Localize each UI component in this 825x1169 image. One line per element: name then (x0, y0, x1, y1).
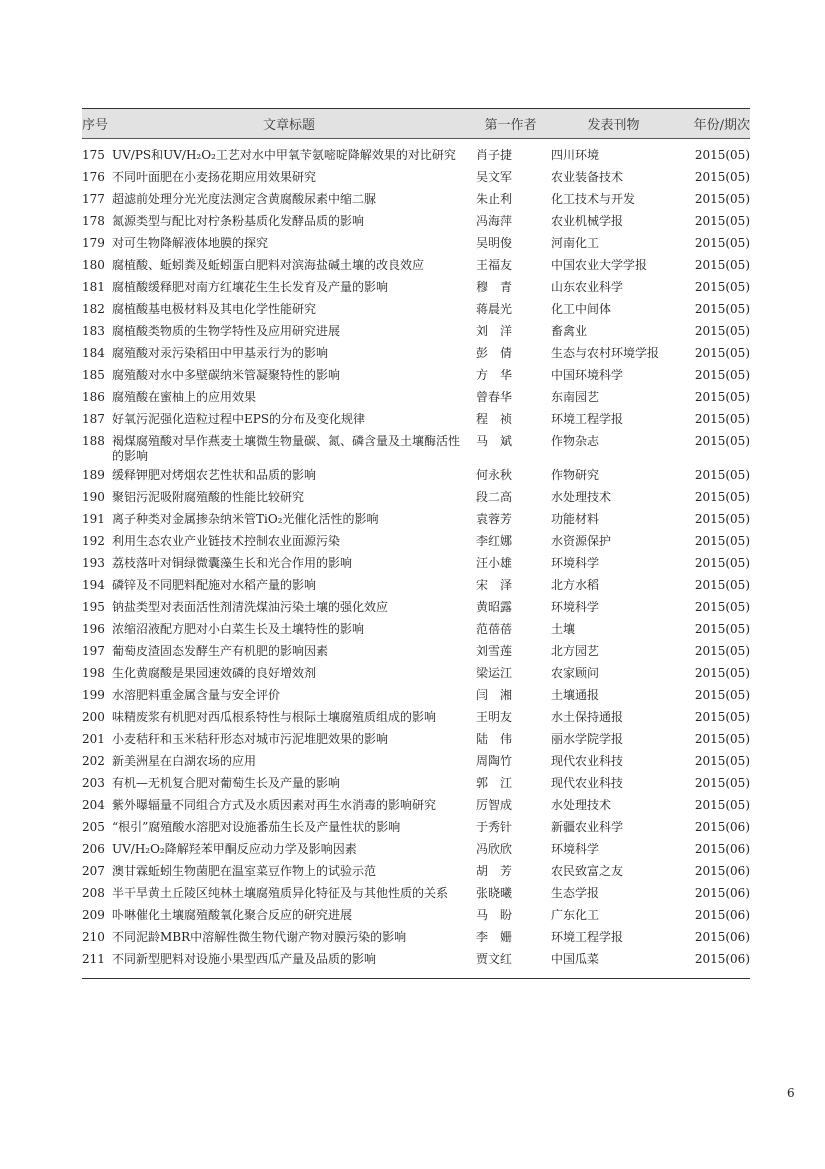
article-title: 腐植酸、蚯蚓粪及蚯蚓蛋白肥料对滨海盐碱土壤的改良效应 (112, 258, 425, 272)
row-number: 191 (82, 512, 105, 526)
first-author: 王明友 (476, 710, 513, 724)
table-row (82, 816, 750, 838)
row-number: 198 (82, 666, 105, 680)
article-title: UV/H₂O₂降解羟苯甲酮反应动力学及影响因素 (112, 842, 357, 856)
table-row (82, 860, 750, 882)
year-issue: 2015(06) (694, 930, 750, 944)
row-number: 200 (82, 710, 105, 724)
row-number: 183 (82, 324, 105, 338)
first-author: 冯欣欣 (476, 842, 513, 856)
year-issue: 2015(05) (694, 600, 750, 614)
first-author: 汪小雄 (476, 556, 513, 570)
table-row (82, 254, 750, 276)
first-author: 冯海萍 (476, 214, 513, 228)
table-row (82, 772, 750, 794)
article-title: 半干旱黄土丘陵区纯林土壤腐殖质异化特征及与其他性质的关系 (112, 886, 449, 900)
journal-name: 环境工程学报 (551, 412, 624, 426)
article-title: 不同叶面肥在小麦扬花期应用效果研究 (112, 170, 317, 184)
first-author: 于秀针 (476, 820, 513, 834)
journal-name: 农业装备技术 (551, 170, 624, 184)
article-title: 钠盐类型对表面活性剂清洗煤油污染土壤的强化效应 (112, 600, 389, 614)
row-number: 203 (82, 776, 105, 790)
year-issue: 2015(06) (694, 952, 750, 966)
table-row (82, 838, 750, 860)
first-author: 黄昭露 (476, 600, 513, 614)
year-issue: 2015(05) (694, 754, 750, 768)
first-author: 吴明俊 (476, 236, 513, 250)
journal-name: 水土保持通报 (551, 710, 624, 724)
year-issue: 2015(05) (694, 710, 750, 724)
first-author: 朱止利 (476, 192, 513, 206)
article-title: 新美洲星在白湖农场的应用 (112, 754, 257, 768)
year-issue: 2015(06) (694, 886, 750, 900)
article-title: 氮源类型与配比对柠条粉基质化发酵品质的影响 (112, 214, 365, 228)
year-issue: 2015(05) (694, 622, 750, 636)
article-title: UV/PS和UV/H₂O₂工艺对水中甲氧苄氨嘧啶降解效果的对比研究 (112, 148, 456, 162)
row-number: 188 (82, 434, 105, 448)
year-issue: 2015(05) (694, 302, 750, 316)
article-title: 葡萄皮渣固态发酵生产有机肥的影响因素 (112, 644, 329, 658)
journal-name: 环境科学 (551, 842, 600, 856)
journal-name: 中国农业大学学报 (551, 258, 648, 272)
first-author: 方 华 (476, 368, 513, 382)
row-number: 190 (82, 490, 105, 504)
year-issue: 2015(05) (694, 368, 750, 382)
table-row (82, 166, 750, 188)
header-no: 序号 (82, 118, 109, 133)
row-number: 204 (82, 798, 105, 812)
row-number: 177 (82, 192, 105, 206)
first-author: 厉智成 (476, 798, 513, 812)
journal-name: 环境科学 (551, 556, 600, 570)
first-author: 闫 湘 (476, 688, 513, 702)
year-issue: 2015(05) (694, 324, 750, 338)
article-title: 澳甘霖蚯蚓生物菌肥在温室菜豆作物上的试验示范 (112, 864, 377, 878)
year-issue: 2015(05) (694, 556, 750, 570)
journal-name: 农业机械学报 (551, 214, 624, 228)
table-row (82, 662, 750, 684)
article-title: 聚铝污泥吸附腐殖酸的性能比较研究 (112, 490, 305, 504)
table-row (82, 486, 750, 508)
first-author: 蒋晨光 (476, 302, 513, 316)
article-title: 紫外曝辐量不同组合方式及水质因素对再生水消毒的影响研究 (112, 798, 437, 812)
table-body (82, 139, 750, 979)
article-title: 腐植酸缓释肥对南方红壤花生生长发育及产量的影响 (112, 280, 389, 294)
article-title: 不同泥龄MBR中溶解性微生物代谢产物对膜污染的影响 (112, 930, 407, 944)
year-issue: 2015(05) (694, 148, 750, 162)
year-issue: 2015(05) (694, 688, 750, 702)
year-issue: 2015(05) (694, 534, 750, 548)
row-number: 192 (82, 534, 105, 548)
table-row (82, 794, 750, 816)
article-title: 味精废浆有机肥对西瓜根系特性与根际土壤腐殖质组成的影响 (112, 710, 437, 724)
article-title: 浓缩沼液配方肥对小白菜生长及土壤特性的影响 (112, 622, 365, 636)
journal-name: 水处理技术 (551, 490, 612, 504)
first-author: 段二高 (476, 490, 513, 504)
table-row (82, 948, 750, 970)
header-author: 第一作者 (484, 118, 537, 133)
journal-name: 作物研究 (551, 468, 600, 482)
article-title: 不同新型肥料对设施小果型西瓜产量及品质的影响 (112, 952, 377, 966)
row-number: 175 (82, 148, 105, 162)
journal-name: 现代农业科技 (551, 776, 624, 790)
row-number: 207 (82, 864, 105, 878)
journal-name: 北方园艺 (551, 644, 600, 658)
row-number: 186 (82, 390, 105, 404)
first-author: 郭 江 (476, 776, 513, 790)
journal-name: 农民致富之友 (551, 864, 624, 878)
first-author: 陆 伟 (476, 732, 513, 746)
row-number: 193 (82, 556, 105, 570)
table-row (82, 684, 750, 706)
year-issue: 2015(05) (694, 170, 750, 184)
row-number: 182 (82, 302, 105, 316)
year-issue: 2015(06) (694, 820, 750, 834)
row-number: 184 (82, 346, 105, 360)
journal-name: 广东化工 (551, 908, 600, 922)
table-row (82, 530, 750, 552)
journal-name: 功能材料 (551, 512, 600, 526)
row-number: 185 (82, 368, 105, 382)
table-row (82, 618, 750, 640)
article-title: “根引”腐殖酸水溶肥对设施番茄生长及产量性状的影响 (112, 820, 401, 834)
first-author: 王福友 (476, 258, 513, 272)
table-row (82, 574, 750, 596)
header-year: 年份/期次 (693, 118, 750, 133)
journal-name: 生态学报 (551, 886, 600, 900)
journal-name: 丽水学院学报 (551, 732, 624, 746)
first-author: 刘雪莲 (476, 644, 513, 658)
journal-name: 四川环境 (551, 148, 600, 162)
first-author: 李 姗 (476, 930, 513, 944)
header-journal: 发表刊物 (587, 118, 640, 133)
journal-name: 土壤通报 (551, 688, 600, 702)
row-number: 176 (82, 170, 105, 184)
year-issue: 2015(05) (694, 412, 750, 426)
year-issue: 2015(05) (694, 434, 750, 448)
year-issue: 2015(05) (694, 666, 750, 680)
year-issue: 2015(06) (694, 908, 750, 922)
journal-name: 化工中间体 (551, 302, 612, 316)
row-number: 187 (82, 412, 105, 426)
article-title: 卟啉催化土壤腐殖酸氧化聚合反应的研究进展 (112, 908, 353, 922)
article-title: 离子种类对金属掺杂纳米管TiO₂光催化活性的影响 (112, 512, 379, 526)
row-number: 178 (82, 214, 105, 228)
year-issue: 2015(05) (694, 490, 750, 504)
row-number: 199 (82, 688, 105, 702)
year-issue: 2015(05) (694, 732, 750, 746)
year-issue: 2015(05) (694, 346, 750, 360)
table-row (82, 320, 750, 342)
journal-name: 水资源保护 (551, 534, 612, 548)
article-title: 有机—无机复合肥对葡萄生长及产量的影响 (112, 776, 341, 790)
table-row (82, 144, 750, 166)
row-number: 211 (82, 952, 105, 966)
article-title: 缓释钾肥对烤烟农艺性状和品质的影响 (112, 468, 317, 482)
table-row (82, 596, 750, 618)
year-issue: 2015(05) (694, 776, 750, 790)
table-row (82, 210, 750, 232)
journal-name: 环境工程学报 (551, 930, 624, 944)
article-title: 水溶肥料重金属含量与安全评价 (112, 688, 281, 702)
table-row (82, 882, 750, 904)
article-title: 腐植酸类物质的生物学特性及应用研究进展 (112, 324, 341, 338)
first-author: 吴文军 (476, 170, 513, 184)
row-number: 205 (82, 820, 105, 834)
year-issue: 2015(06) (694, 842, 750, 856)
row-number: 201 (82, 732, 105, 746)
year-issue: 2015(05) (694, 644, 750, 658)
table-row (82, 750, 750, 772)
article-title: 好氧污泥强化造粒过程中EPS的分布及变化规律 (112, 412, 366, 426)
header-title: 文章标题 (262, 118, 315, 133)
journal-name: 土壤 (551, 622, 576, 636)
year-issue: 2015(05) (694, 280, 750, 294)
table-row (82, 508, 750, 530)
article-title: 腐殖酸对水中多壁碳纳米管凝聚特性的影响 (112, 368, 341, 382)
row-number: 195 (82, 600, 105, 614)
first-author: 袁蓉芳 (476, 512, 513, 526)
journal-name: 生态与农村环境学报 (551, 346, 660, 360)
row-number: 196 (82, 622, 105, 636)
article-title: 对可生物降解液体地膜的探究 (112, 236, 269, 250)
article-table (82, 108, 750, 979)
table-row (82, 408, 750, 430)
first-author: 曾春华 (476, 390, 513, 404)
table-row (82, 640, 750, 662)
article-title: 荔枝落叶对铜绿微囊藻生长和光合作用的影响 (112, 556, 353, 570)
first-author: 周陶竹 (476, 754, 513, 768)
journal-name: 河南化工 (551, 236, 600, 250)
table-row (82, 232, 750, 254)
first-author: 马 斌 (476, 434, 513, 448)
first-author: 宋 泽 (476, 578, 513, 592)
year-issue: 2015(05) (694, 512, 750, 526)
first-author: 李红娜 (476, 534, 513, 548)
year-issue: 2015(05) (694, 192, 750, 206)
table-row (82, 728, 750, 750)
journal-name: 新疆农业科学 (551, 820, 624, 834)
journal-name: 中国瓜菜 (551, 952, 600, 966)
first-author: 刘 洋 (476, 324, 513, 338)
first-author: 穆 青 (476, 280, 513, 294)
article-title: 磷锌及不同肥料配施对水稻产量的影响 (112, 578, 317, 592)
year-issue: 2015(05) (694, 214, 750, 228)
journal-name: 山东农业科学 (551, 280, 624, 294)
first-author: 程 祯 (476, 412, 513, 426)
year-issue: 2015(05) (694, 798, 750, 812)
first-author: 马 盼 (476, 908, 513, 922)
row-number: 180 (82, 258, 105, 272)
table-row (82, 926, 750, 948)
article-title: 腐殖酸在蜜柚上的应用效果 (112, 390, 257, 404)
table-row (82, 342, 750, 364)
year-issue: 2015(05) (694, 258, 750, 272)
table-row (82, 298, 750, 320)
first-author: 彭 倩 (476, 346, 513, 360)
table-row (82, 276, 750, 298)
journal-name: 现代农业科技 (551, 754, 624, 768)
journal-name: 东南园艺 (551, 390, 600, 404)
article-title: 腐殖酸对汞污染稻田中甲基汞行为的影响 (112, 346, 329, 360)
row-number: 210 (82, 930, 105, 944)
table-header (82, 108, 750, 139)
first-author: 何永秋 (476, 468, 513, 482)
row-number: 209 (82, 908, 105, 922)
table-row (82, 464, 750, 486)
first-author: 范蓓蓓 (476, 622, 513, 636)
journal-name: 农家顾问 (551, 666, 600, 680)
row-number: 194 (82, 578, 105, 592)
table-row (82, 386, 750, 408)
article-title: 生化黄腐酸是果园速效磷的良好增效剂 (112, 666, 317, 680)
article-title: 利用生态农业产业链技术控制农业面源污染 (112, 534, 341, 548)
page-number: 6 (787, 1086, 795, 1100)
row-number: 189 (82, 468, 105, 482)
article-title: 超滤前处理分光光度法测定含黄腐酸尿素中缩二脲 (112, 192, 377, 206)
journal-name: 环境科学 (551, 600, 600, 614)
table-row (82, 904, 750, 926)
journal-name: 中国环境科学 (551, 368, 624, 382)
first-author: 胡 芳 (476, 864, 513, 878)
row-number: 202 (82, 754, 105, 768)
journal-name: 水处理技术 (551, 798, 612, 812)
year-issue: 2015(05) (694, 468, 750, 482)
article-title: 腐植酸基电极材料及其电化学性能研究 (112, 302, 317, 316)
journal-name: 作物杂志 (551, 434, 600, 448)
table-row (82, 706, 750, 728)
table-row (82, 188, 750, 210)
row-number: 206 (82, 842, 105, 856)
article-title: 小麦秸秆和玉米秸秆形态对城市污泥堆肥效果的影响 (112, 732, 389, 746)
year-issue: 2015(06) (694, 864, 750, 878)
row-number: 197 (82, 644, 105, 658)
first-author: 张晓曦 (476, 886, 513, 900)
journal-name: 畜禽业 (551, 324, 588, 338)
journal-name: 化工技术与开发 (551, 192, 636, 206)
year-issue: 2015(05) (694, 236, 750, 250)
row-number: 181 (82, 280, 105, 294)
year-issue: 2015(05) (694, 390, 750, 404)
row-number: 208 (82, 886, 105, 900)
first-author: 贾文红 (476, 952, 513, 966)
first-author: 梁运江 (476, 666, 513, 680)
journal-name: 北方水稻 (551, 578, 600, 592)
first-author: 肖子捷 (476, 148, 513, 162)
row-number: 179 (82, 236, 105, 250)
table-row (82, 364, 750, 386)
year-issue: 2015(05) (694, 578, 750, 592)
article-title: 褐煤腐殖酸对旱作燕麦土壤微生物量碳、氮、磷含量及土壤酶活性的影响 (112, 434, 461, 463)
table-row (82, 552, 750, 574)
table-row (82, 430, 750, 464)
